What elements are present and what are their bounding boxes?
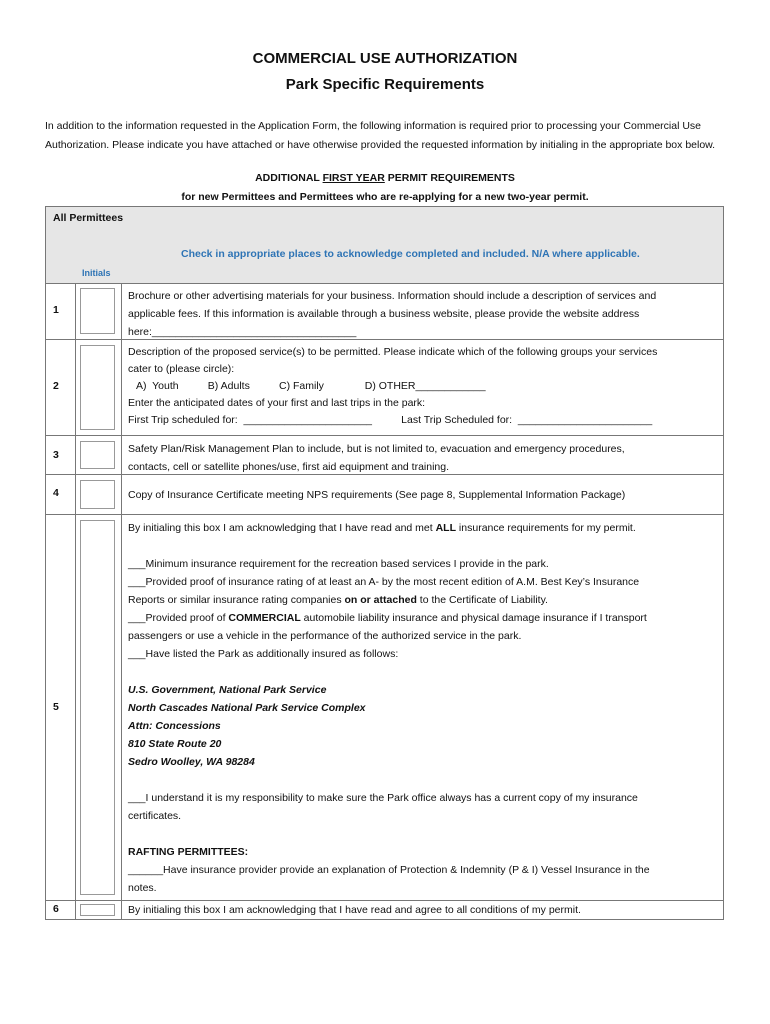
row-number: 6 (53, 903, 59, 915)
row-number: 4 (53, 487, 59, 499)
initials-box[interactable] (80, 288, 115, 334)
address-line: Sedro Woolley, WA 98284 (128, 756, 255, 768)
table-row: 2 Description of the proposed service(s) to be permitted. Please indicate which of the following groups your services cater to (please circle): A) Youth B) Adults C) Family D) OTHER____________ Enter the anticipated dates of your first and last trips in the park: First Trip scheduled for: ______________________ Last Trip Scheduled for: _______________________ (46, 340, 723, 436)
initials-box[interactable] (80, 480, 115, 509)
initials-box[interactable] (80, 345, 115, 430)
row-number: 2 (53, 380, 59, 392)
document-subtitle: Park Specific Requirements (285, 76, 485, 93)
table-row: 1 Brochure or other advertising materials for your business. Information should include a description of services and applicable fees. If this information is available through a business website, please provide the website address here:___________________________________ (46, 283, 723, 340)
initials-label: Initials (82, 268, 111, 278)
address-line: 810 State Route 20 (128, 738, 222, 750)
initials-box[interactable] (80, 441, 115, 469)
row-number: 5 (53, 701, 59, 713)
initials-box[interactable] (80, 520, 115, 895)
section-subheading: for new Permittees and Permittees who are re-applying for a new two-year permit. (181, 191, 589, 203)
table-row: 3 Safety Plan/Risk Management Plan to include, but is not limited to, evacuation and emergency procedures, contacts, cell or satellite phones/use, first aid equipment and training. (46, 436, 723, 475)
rafting-heading: RAFTING PERMITTEES: (128, 846, 249, 858)
address-line: Attn: Concessions (128, 720, 221, 732)
address-line: U.S. Government, National Park Service (128, 684, 327, 696)
all-permittees-label: All Permittees (53, 212, 124, 224)
requirements-table (45, 206, 724, 920)
row-number: 1 (53, 304, 59, 316)
section-heading: ADDITIONAL FIRST YEAR PERMIT REQUIREMENTS (255, 172, 515, 184)
address-line: North Cascades National Park Service Complex (128, 702, 366, 714)
intro-paragraph: In addition to the information requested in the Application Form, the following information is required prior to processing your Commercial Use Authorization. Please indicate you have attached or have otherwise provided the requested information by initialing in the appropriate box below. (45, 120, 716, 151)
row-number: 3 (53, 449, 59, 461)
table-row: 6 By initialing this box I am acknowledging that I have read and agree to all conditions of my permit. (46, 901, 723, 919)
table-header (46, 207, 723, 284)
initials-box[interactable] (80, 904, 115, 916)
document-title: COMMERCIAL USE AUTHORIZATION (252, 50, 518, 67)
table-row: 4 Copy of Insurance Certificate meeting NPS requirements (See page 8, Supplemental Information Package) (46, 475, 723, 515)
table-row: 5 By initialing this box I am acknowledging that I have read and met ALL insurance requirements for my permit. ___Minimum insurance requirement for the recreation based services I provide in the park. ___Provided proof of insurance rating of at least an A- by the most recent edition of A.M. Best Key’s Insurance Reports or similar insurance rating companies on or attached to the Certificate of Liability. ___Provided proof of COMMERCIAL automobile liability insurance and physical damage insurance if I transport passengers or use a vehicle in the performance of the authorized service in the park. ___Have listed the Park as additionally insured as follows: U.S. Government, National Park Service North Cascades National Park Service Complex Attn: Concessions 810 State Route 20 Sedro Woolley, WA 98284 ___I understand it is my responsibility to make sure the Park office always has a current copy of my insurance certificates. RAFTING PERMITTEES: ______Have insurance provider provide an explanation of Protection & Indemnity (P & I) Vessel Insurance in the notes. (46, 515, 723, 901)
check-note: Check in appropriate places to acknowledge completed and included. N/A where applicable. (181, 248, 640, 260)
